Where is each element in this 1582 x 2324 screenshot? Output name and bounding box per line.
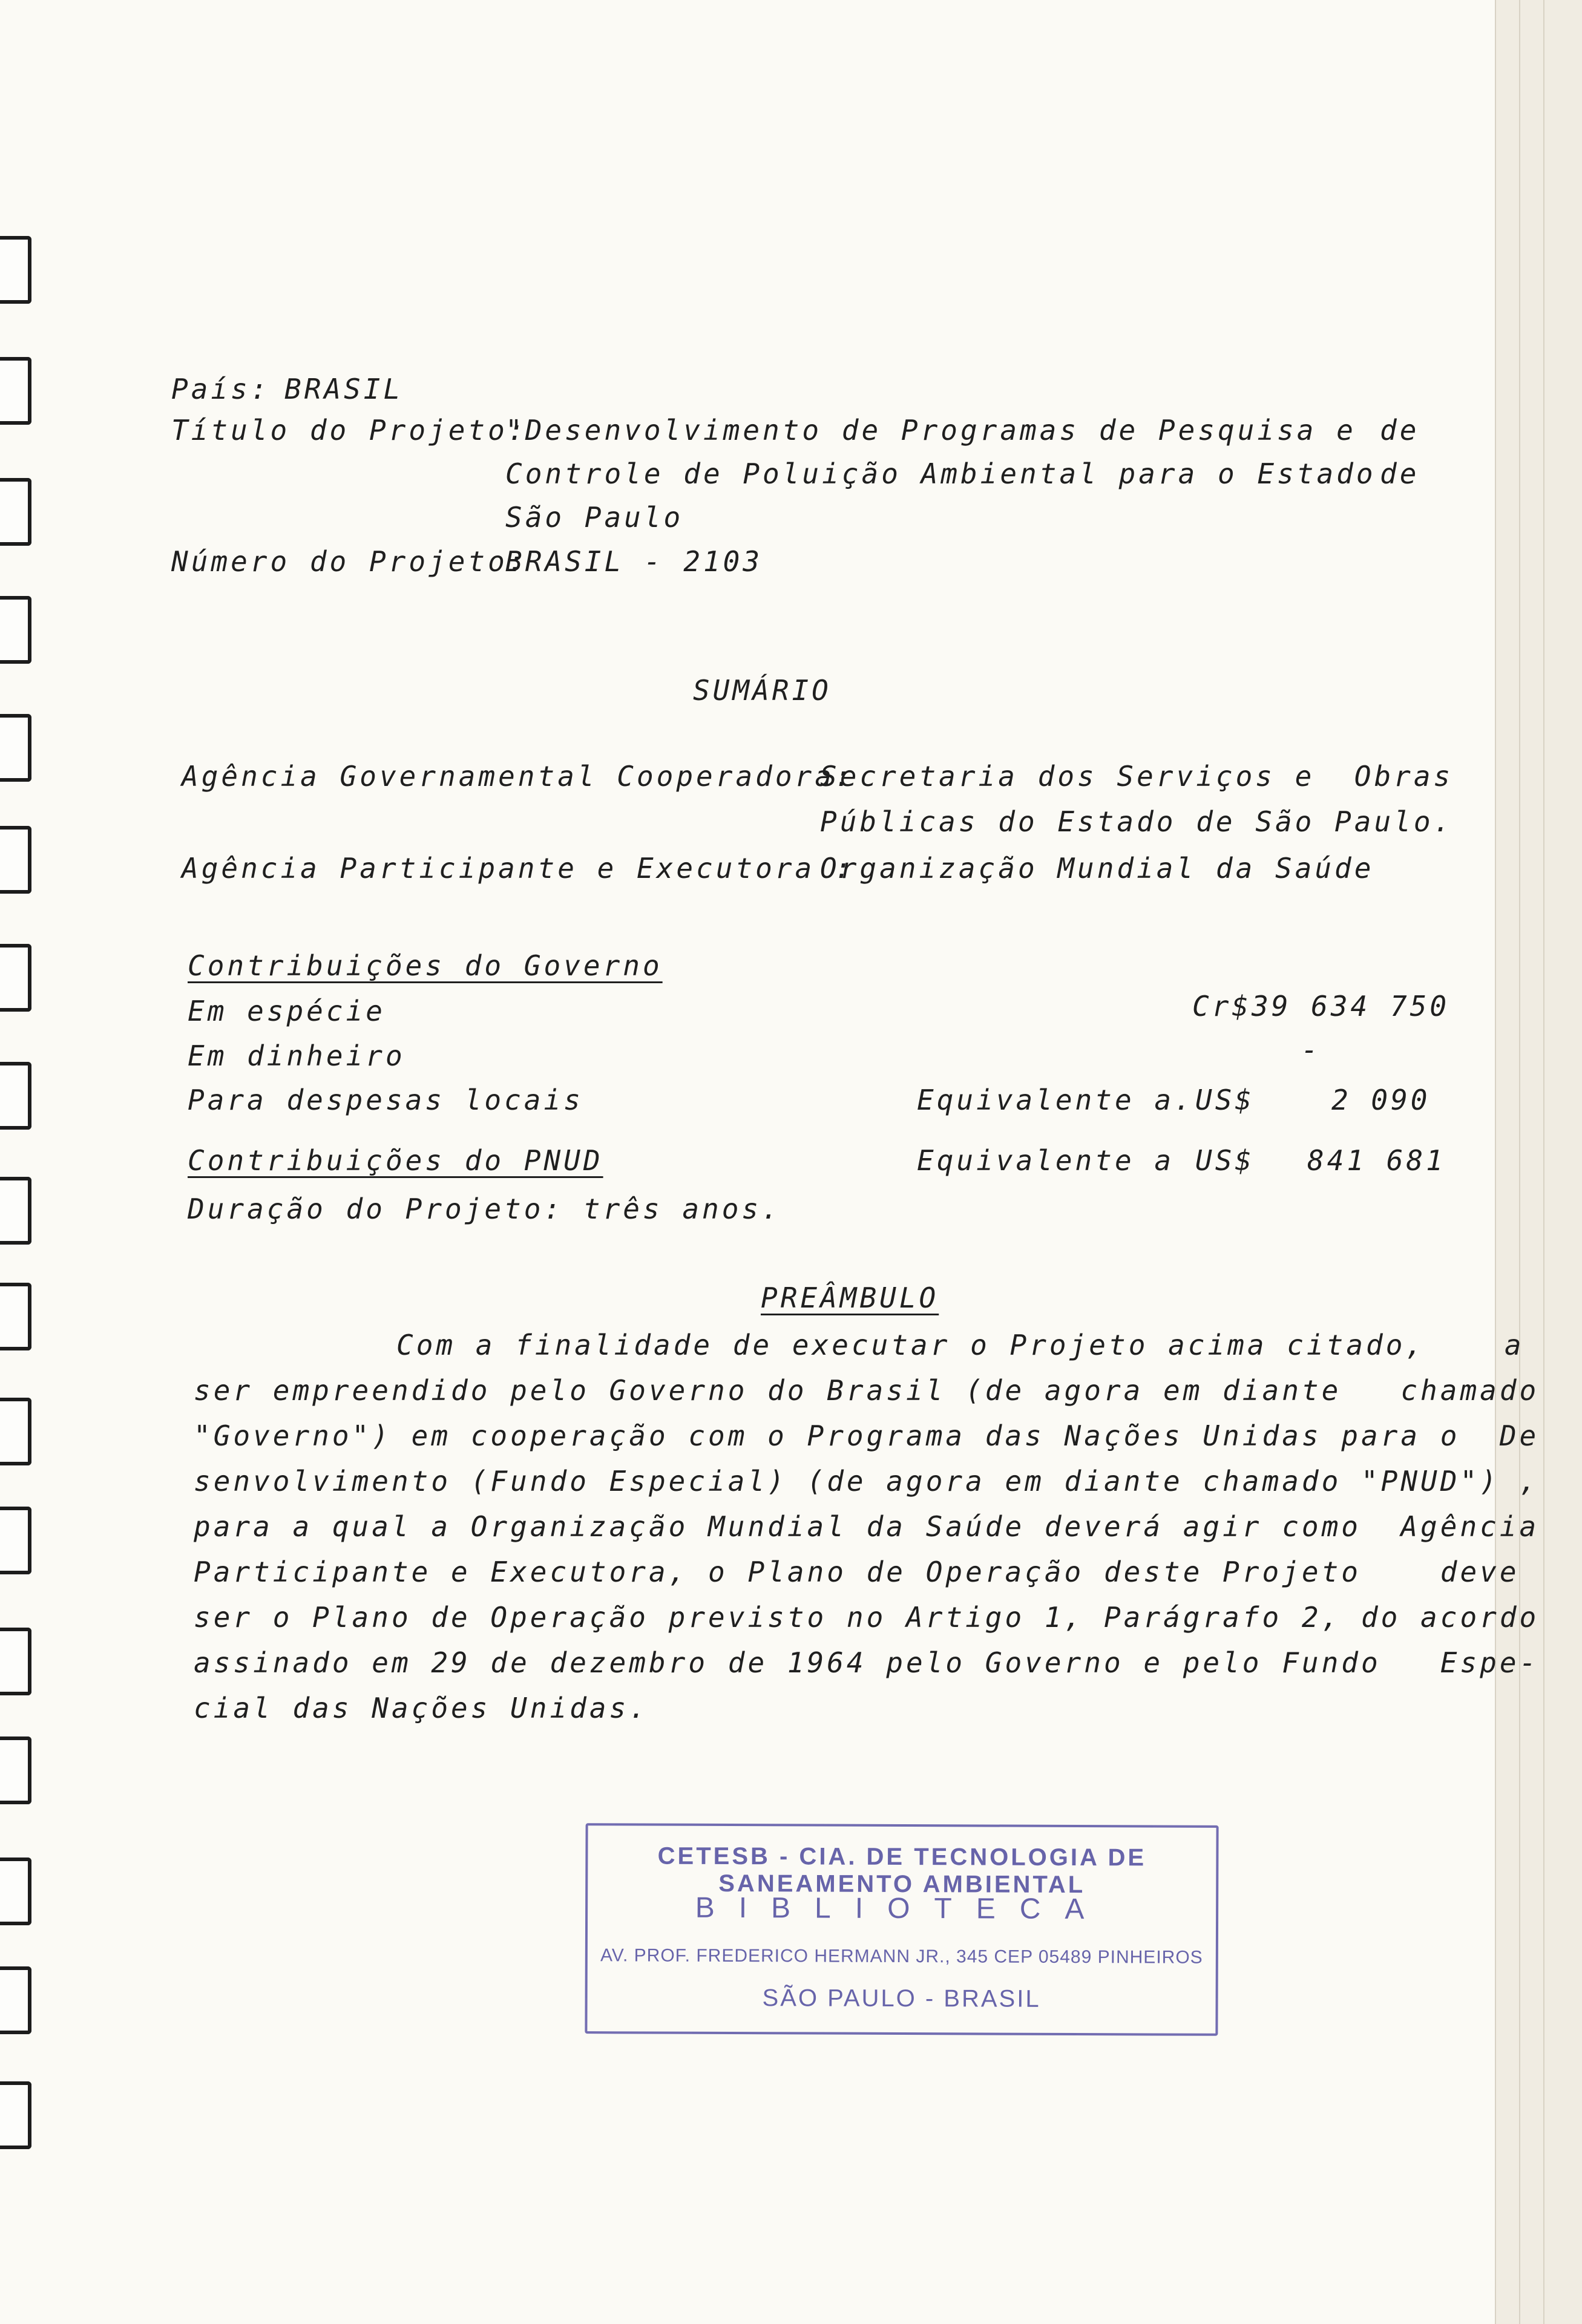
exec-agency-label: Agência Participante e Executora : [182, 852, 855, 885]
binding-ring [0, 1177, 31, 1245]
in-kind-value: Cr$39 634 750 [1192, 990, 1450, 1023]
library-stamp [585, 1823, 1218, 2036]
country-label: País: [171, 373, 271, 405]
binding-ring [0, 826, 31, 894]
stamp-line-4: SÃO PAULO - BRASIL [762, 1985, 1041, 2012]
binding-ring [0, 1736, 31, 1804]
title-margin-2: de [1380, 457, 1420, 490]
binding-ring [0, 1062, 31, 1130]
binding-ring [0, 1966, 31, 2034]
binding-ring [0, 2081, 31, 2149]
pnud-contributions-heading: Contribuições do PNUD [188, 1144, 603, 1177]
local-value: 2 090 [1331, 1084, 1431, 1116]
local-equivalent-label: Equivalente a. [917, 1084, 1194, 1116]
title-line-1: "Desenvolvimento de Programas de Pesquisa e [505, 414, 1356, 447]
in-kind-label: Em espécie [188, 995, 386, 1027]
gov-agency-line-1: Secretaria dos Serviços e Obras [820, 760, 1454, 793]
page-stack-edge [1495, 0, 1520, 2324]
page-stack-edge [1543, 0, 1582, 2324]
cash-value: - [1301, 1033, 1321, 1066]
preamble-line: cial das Nações Unidas. [194, 1692, 649, 1724]
local-expenses-label: Para despesas locais [188, 1084, 583, 1116]
title-line-3: São Paulo [505, 501, 684, 534]
preamble-line: "Governo") em cooperação com o Programa das Nações Unidas para o De [194, 1419, 1540, 1452]
page-stack-edge [1519, 0, 1544, 2324]
binding-ring [0, 1507, 31, 1574]
binding-ring [0, 478, 31, 546]
cash-label: Em dinheiro [188, 1039, 405, 1072]
title-line-2: Controle de Poluição Ambiental para o Estado [505, 457, 1376, 490]
gov-agency-line-2: Públicas do Estado de São Paulo. [820, 805, 1454, 838]
binding-ring [0, 1283, 31, 1350]
binding-ring [0, 714, 31, 782]
binding-ring [0, 1628, 31, 1695]
preamble-line: ser empreendido pelo Governo do Brasil (de agora em diante chamado [194, 1374, 1540, 1407]
stamp-line-2: BIBLIOTECA [695, 1891, 1109, 1926]
preamble-line: senvolvimento (Fundo Especial) (de agora em diante chamado "PNUD") , [194, 1465, 1540, 1498]
preamble-line: Participante e Executora, o Plano de Operação deste Projeto deve [194, 1556, 1520, 1588]
binding-ring [0, 1858, 31, 1925]
local-currency: US$ [1195, 1084, 1255, 1116]
preamble-line: ser o Plano de Operação previsto no Artigo 1, Parágrafo 2, do acordo [194, 1601, 1540, 1634]
country-value: BRASIL [284, 373, 404, 405]
stamp-line-3: AV. PROF. FREDERICO HERMANN JR., 345 CEP 05489 PINHEIROS [600, 1945, 1203, 1968]
title-label: Título do Projeto: [171, 414, 528, 447]
binding-ring [0, 944, 31, 1012]
pnud-value: 841 681 [1307, 1144, 1446, 1177]
project-duration: Duração do Projeto: três anos. [188, 1193, 781, 1225]
pnud-currency: US$ [1195, 1144, 1255, 1177]
gov-agency-label: Agência Governamental Cooperadora: [182, 760, 855, 793]
pnud-equivalent-label: Equivalente a [917, 1144, 1175, 1177]
gov-contributions-heading: Contribuições do Governo [188, 949, 663, 982]
spiral-binding [0, 0, 36, 2324]
binding-ring [0, 1398, 31, 1465]
preamble-line: Com a finalidade de executar o Projeto acima citado, a [396, 1329, 1525, 1361]
exec-agency-value: Organização Mundial da Saúde [820, 852, 1374, 885]
project-number-label: Número do Projeto: [171, 545, 528, 578]
preamble-line: para a qual a Organização Mundial da Saúde deverá agir como Agência [194, 1510, 1540, 1543]
binding-ring [0, 596, 31, 664]
stamp-line-1: CETESB - CIA. DE TECNOLOGIA DE SANEAMENTO AMBIENTAL [657, 1842, 1147, 1899]
title-margin-1: de [1380, 414, 1420, 447]
binding-ring [0, 357, 31, 425]
preamble-line: assinado em 29 de dezembro de 1964 pelo Governo e pelo Fundo Espe- [194, 1646, 1540, 1679]
binding-ring [0, 236, 31, 304]
project-number-value: BRASIL - 2103 [505, 545, 763, 578]
preamble-heading: PREÂMBULO [761, 1281, 939, 1314]
summary-heading: SUMÁRIO [693, 674, 832, 707]
